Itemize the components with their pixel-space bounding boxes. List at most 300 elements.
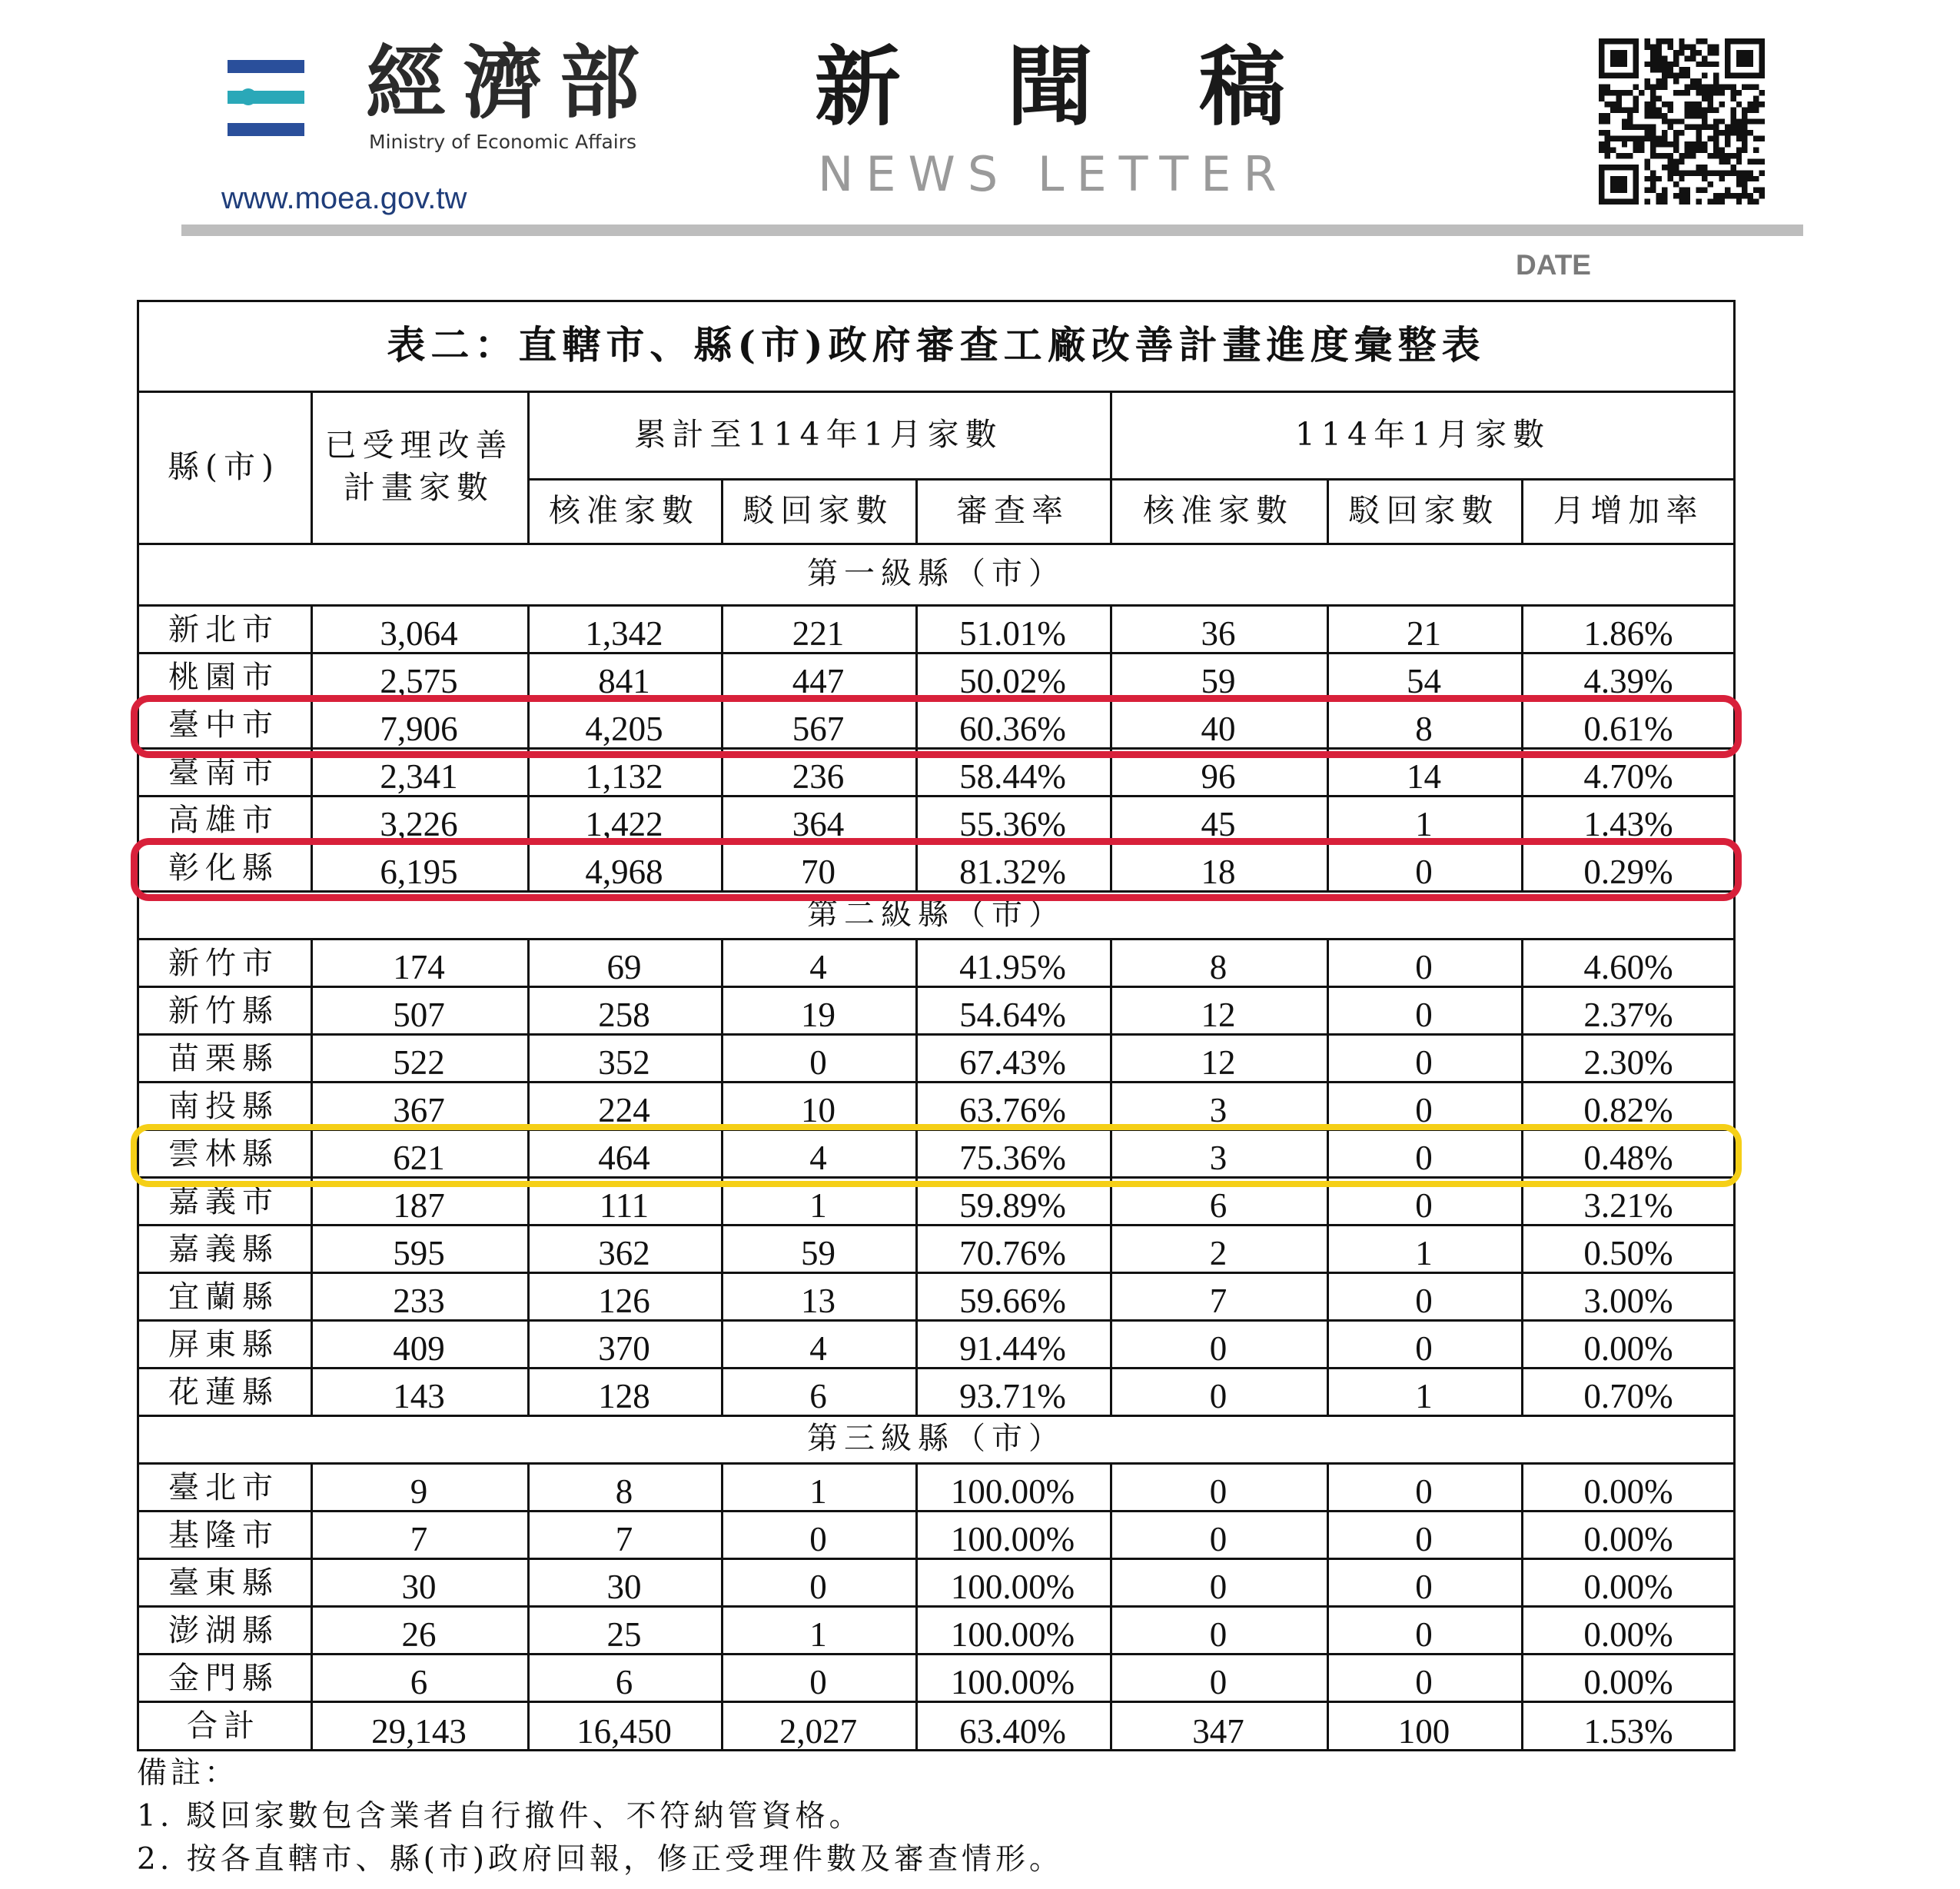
table-rule — [311, 1176, 313, 1224]
table-cell: 59.89% — [959, 1186, 1066, 1225]
table-rule — [137, 1415, 1736, 1417]
table-rule — [1327, 1510, 1329, 1558]
total-cell: 347 — [1192, 1711, 1244, 1751]
table-rule — [721, 1701, 723, 1751]
table-rule — [527, 1462, 530, 1510]
table-rule — [915, 1033, 918, 1081]
county-name: 南投縣 — [168, 1089, 279, 1124]
county-name: 嘉義縣 — [168, 1232, 279, 1267]
county-name: 屏東縣 — [168, 1327, 279, 1362]
org-url-link[interactable]: www.moea.gov.tw — [221, 181, 467, 215]
table-cell: 187 — [393, 1186, 445, 1225]
table-rule — [1110, 652, 1112, 700]
table-cell: 4,205 — [585, 709, 663, 748]
table-rule — [721, 604, 723, 652]
section-label: 第三級縣（市） — [807, 1421, 1065, 1456]
table-rule — [1521, 1367, 1523, 1415]
table-rule — [1521, 1272, 1523, 1319]
county-name: 桃園市 — [168, 660, 279, 695]
table-cell: 3.00% — [1583, 1281, 1673, 1320]
table-cell: 236 — [792, 757, 845, 796]
table-rule — [721, 938, 723, 986]
table-rule — [311, 1367, 313, 1415]
header-county: 縣(市) — [168, 447, 280, 485]
table-rule — [527, 1081, 530, 1129]
table-rule — [1521, 1033, 1523, 1081]
total-label: 合計 — [187, 1708, 261, 1744]
table-cell: 6 — [809, 1376, 827, 1415]
table-cell: 0 — [809, 1519, 827, 1558]
table-cell: 0 — [1209, 1662, 1227, 1701]
table-cell: 96 — [1201, 757, 1236, 796]
table-rule — [311, 1224, 313, 1272]
table-cell: 4.70% — [1583, 757, 1673, 796]
table-cell: 55.36% — [959, 804, 1066, 843]
table-cell: 30 — [401, 1567, 437, 1606]
table-rule — [311, 1605, 313, 1653]
table-cell: 2,575 — [380, 661, 458, 700]
table-rule — [1110, 700, 1112, 747]
table-cell: 370 — [598, 1329, 650, 1368]
table-cell: 6,195 — [380, 852, 458, 891]
table-cell: 40 — [1201, 709, 1236, 748]
table-cell: 3,064 — [380, 614, 458, 653]
table-rule — [721, 843, 723, 890]
table-rule — [1327, 1272, 1329, 1319]
table-cell: 0 — [1415, 1090, 1433, 1129]
table-cell: 111 — [599, 1186, 649, 1225]
table-cell: 0.29% — [1583, 852, 1673, 891]
doc-title: 新聞稿 — [815, 37, 1391, 138]
table-cell: 81.32% — [959, 852, 1066, 891]
table-rule — [915, 1605, 918, 1653]
table-cell: 128 — [598, 1376, 650, 1415]
table-rule — [915, 986, 918, 1033]
table-rule — [721, 1462, 723, 1510]
table-rule — [527, 391, 530, 543]
table-rule — [527, 478, 1736, 481]
table-rule — [1327, 1081, 1329, 1129]
table-rule — [527, 604, 530, 652]
header-approved: 核准家數 — [549, 491, 699, 529]
table-cell: 409 — [393, 1329, 445, 1368]
table-rule — [1327, 1367, 1329, 1415]
total-cell: 63.40% — [959, 1711, 1066, 1751]
table-cell: 67.43% — [959, 1043, 1066, 1082]
table-rule — [915, 1129, 918, 1176]
table-cell: 1 — [1415, 1233, 1433, 1272]
table-rule — [721, 1367, 723, 1415]
table-cell: 12 — [1201, 1043, 1236, 1082]
table-cell: 6 — [615, 1662, 633, 1701]
table-cell: 143 — [393, 1376, 445, 1415]
table-cell: 21 — [1407, 614, 1441, 653]
table-rule — [915, 938, 918, 986]
table-cell: 41.95% — [959, 947, 1066, 986]
table-cell: 7 — [410, 1519, 428, 1558]
table-rule — [915, 1510, 918, 1558]
table-rule — [1327, 986, 1329, 1033]
table-cell: 59 — [801, 1233, 835, 1272]
table-rule — [1327, 652, 1329, 700]
table-cell: 0 — [1415, 1662, 1433, 1701]
section-label: 第一級縣（市） — [807, 556, 1065, 591]
table-rule — [527, 1319, 530, 1367]
table-cell: 507 — [393, 995, 445, 1034]
table-cell: 7,906 — [380, 709, 458, 748]
table-cell: 36 — [1201, 614, 1236, 653]
table-cell: 6 — [1209, 1186, 1227, 1225]
table-rule — [915, 1224, 918, 1272]
header-month-growth: 月增加率 — [1553, 491, 1704, 529]
table-rule — [1521, 795, 1523, 843]
header-review-rate: 審查率 — [956, 491, 1069, 529]
table-cell: 0 — [1209, 1376, 1227, 1415]
table-rule — [721, 700, 723, 747]
table-rule — [527, 986, 530, 1033]
table-rule — [1327, 1224, 1329, 1272]
table-cell: 0 — [1209, 1329, 1227, 1368]
table-rule — [915, 1081, 918, 1129]
table-cell: 0 — [1415, 1281, 1433, 1320]
table-rule — [915, 1272, 918, 1319]
table-cell: 0 — [1415, 1519, 1433, 1558]
table-rule — [137, 890, 1736, 893]
table-cell: 0 — [1209, 1472, 1227, 1511]
table-rule — [915, 843, 918, 890]
table-cell: 8 — [1415, 709, 1433, 748]
table-rule — [915, 1176, 918, 1224]
county-name: 金門縣 — [168, 1661, 279, 1696]
table-rule — [1110, 1653, 1112, 1701]
table-cell: 0.00% — [1583, 1615, 1673, 1654]
table-rule — [1110, 1510, 1112, 1558]
table-cell: 841 — [598, 661, 650, 700]
table-rule — [311, 1462, 313, 1510]
table-rule — [1521, 1129, 1523, 1176]
table-rule — [1327, 795, 1329, 843]
section-label: 第二級縣（市） — [807, 896, 1065, 932]
table-cell: 75.36% — [959, 1138, 1066, 1177]
table-cell: 1.43% — [1583, 804, 1673, 843]
table-rule — [915, 652, 918, 700]
table-cell: 69 — [606, 947, 642, 986]
review-progress-table — [137, 300, 1736, 1751]
table-title: 表二：直轄市、縣(市)政府審查工廠改善計畫進度彙整表 — [387, 322, 1486, 367]
table-rule — [1327, 1129, 1329, 1176]
table-rule — [721, 1081, 723, 1129]
county-name: 新竹市 — [168, 946, 279, 981]
table-cell: 0 — [1415, 1615, 1433, 1654]
table-cell: 8 — [615, 1472, 633, 1511]
table-rule — [311, 391, 313, 543]
table-cell: 19 — [801, 995, 835, 1034]
table-rule — [527, 1605, 530, 1653]
table-cell: 54.64% — [959, 995, 1066, 1034]
table-cell: 54 — [1407, 661, 1441, 700]
table-rule — [527, 1558, 530, 1605]
table-rule — [311, 795, 313, 843]
table-rule — [527, 1367, 530, 1415]
table-cell: 10 — [801, 1090, 835, 1129]
table-cell: 3 — [1209, 1138, 1227, 1177]
county-name: 彰化縣 — [168, 850, 279, 886]
table-rule — [1110, 1081, 1112, 1129]
table-rule — [1110, 986, 1112, 1033]
table-rule — [1521, 1462, 1523, 1510]
table-cell: 4 — [809, 1329, 827, 1368]
table-cell: 0.61% — [1583, 709, 1673, 748]
table-rule — [311, 700, 313, 747]
table-cell: 224 — [598, 1090, 650, 1129]
table-cell: 522 — [393, 1043, 445, 1082]
notes-heading: 備註： — [137, 1756, 239, 1791]
table-rule — [721, 1129, 723, 1176]
table-rule — [1110, 843, 1112, 890]
table-rule — [721, 795, 723, 843]
table-cell: 26 — [401, 1615, 437, 1654]
table-cell: 0 — [1415, 1186, 1433, 1225]
table-rule — [527, 795, 530, 843]
table-cell: 3,226 — [380, 804, 458, 843]
table-cell: 258 — [598, 995, 650, 1034]
table-cell: 13 — [801, 1281, 835, 1320]
table-rule — [1110, 1176, 1112, 1224]
org-name-zh: 經濟部 — [366, 35, 657, 130]
table-rule — [1521, 747, 1523, 795]
table-cell: 9 — [410, 1472, 428, 1511]
table-cell: 1,132 — [585, 757, 663, 796]
table-rule — [721, 747, 723, 795]
table-cell: 51.01% — [959, 614, 1066, 653]
table-cell: 2.30% — [1583, 1043, 1673, 1082]
table-cell: 1,422 — [585, 804, 663, 843]
header-monthly-group: 114年1月家數 — [1294, 415, 1551, 453]
table-cell: 233 — [393, 1281, 445, 1320]
county-name: 新北市 — [168, 612, 279, 647]
table-rule — [1110, 1605, 1112, 1653]
table-rule — [1521, 604, 1523, 652]
table-rule — [527, 1176, 530, 1224]
table-rule — [721, 1319, 723, 1367]
table-rule — [311, 747, 313, 795]
table-cell: 621 — [393, 1138, 445, 1177]
table-rule — [311, 986, 313, 1033]
table-cell: 2,341 — [380, 757, 458, 796]
table-rule — [1521, 478, 1523, 543]
county-name: 臺中市 — [168, 707, 279, 743]
table-rule — [1110, 1033, 1112, 1081]
table-rule — [527, 1224, 530, 1272]
table-cell: 0 — [1415, 995, 1433, 1034]
table-rule — [1327, 478, 1329, 543]
table-rule — [1327, 700, 1329, 747]
table-cell: 58.44% — [959, 757, 1066, 796]
table-rule — [1521, 843, 1523, 890]
table-cell: 1 — [1415, 804, 1433, 843]
table-cell: 0 — [1415, 852, 1433, 891]
table-rule — [1327, 1033, 1329, 1081]
table-cell: 4.60% — [1583, 947, 1673, 986]
table-cell: 91.44% — [959, 1329, 1066, 1368]
table-cell: 352 — [598, 1043, 650, 1082]
table-cell: 100.00% — [950, 1472, 1075, 1511]
table-rule — [1110, 391, 1112, 543]
table-cell: 0 — [1415, 1472, 1433, 1511]
doc-subtitle: NEWS LETTER — [818, 146, 1289, 202]
table-cell: 0.48% — [1583, 1138, 1673, 1177]
note-item: 2. 按各直轄市、縣(市)政府回報，修正受理件數及審查情形。 — [137, 1842, 1064, 1877]
table-cell: 1 — [809, 1472, 827, 1511]
county-name: 臺北市 — [168, 1470, 279, 1505]
table-rule — [527, 1653, 530, 1701]
table-cell: 14 — [1407, 757, 1441, 796]
county-name: 基隆市 — [168, 1518, 279, 1553]
table-cell: 367 — [393, 1090, 445, 1129]
note-item: 1. 駁回家數包含業者自行撤件、不符納管資格。 — [137, 1799, 863, 1834]
table-rule — [721, 1033, 723, 1081]
table-cell: 3.21% — [1583, 1186, 1673, 1225]
table-cell: 0 — [1209, 1519, 1227, 1558]
table-cell: 221 — [792, 614, 845, 653]
table-rule — [1327, 1462, 1329, 1510]
table-cell: 59 — [1201, 661, 1236, 700]
county-name: 新竹縣 — [168, 993, 279, 1029]
table-rule — [1110, 604, 1112, 652]
table-rule — [915, 1653, 918, 1701]
table-rule — [1327, 938, 1329, 986]
table-rule — [1110, 1224, 1112, 1272]
header-divider — [181, 224, 1803, 236]
table-rule — [311, 1653, 313, 1701]
table-rule — [1110, 795, 1112, 843]
table-rule — [311, 1129, 313, 1176]
qr-code-icon — [1599, 38, 1765, 205]
table-rule — [721, 478, 723, 543]
table-cell: 70.76% — [959, 1233, 1066, 1272]
table-cell: 364 — [792, 804, 845, 843]
table-rule — [1521, 1081, 1523, 1129]
table-rule — [721, 1510, 723, 1558]
table-cell: 100.00% — [950, 1567, 1075, 1606]
table-rule — [915, 747, 918, 795]
table-rule — [1327, 604, 1329, 652]
table-cell: 25 — [606, 1615, 642, 1654]
table-cell: 0 — [1415, 947, 1433, 986]
table-cell: 8 — [1209, 947, 1227, 986]
total-cell: 100 — [1397, 1711, 1450, 1751]
table-rule — [721, 1653, 723, 1701]
table-rule — [915, 700, 918, 747]
table-rule — [721, 1272, 723, 1319]
date-label: DATE — [1516, 249, 1591, 281]
county-name: 臺南市 — [168, 755, 279, 790]
table-rule — [527, 1701, 530, 1751]
table-cell: 4 — [809, 1138, 827, 1177]
table-cell: 7 — [1209, 1281, 1227, 1320]
table-rule — [721, 1224, 723, 1272]
table-rule — [1110, 1129, 1112, 1176]
table-cell: 0.70% — [1583, 1376, 1673, 1415]
table-rule — [1110, 1367, 1112, 1415]
header-received — [311, 391, 527, 543]
header-received-line: 計畫家數 — [344, 469, 494, 506]
table-rule — [311, 843, 313, 890]
table-cell: 0 — [809, 1662, 827, 1701]
table-cell: 0 — [809, 1043, 827, 1082]
table-rule — [1110, 1272, 1112, 1319]
table-rule — [1521, 986, 1523, 1033]
table-rule — [1521, 1701, 1523, 1751]
table-rule — [721, 652, 723, 700]
table-rule — [527, 1129, 530, 1176]
table-rule — [915, 795, 918, 843]
table-cell: 4.39% — [1583, 661, 1673, 700]
table-cell: 0 — [809, 1567, 827, 1606]
table-rule — [311, 604, 313, 652]
table-rule — [915, 478, 918, 543]
table-rule — [1521, 652, 1523, 700]
county-name: 宜蘭縣 — [168, 1279, 279, 1315]
table-rule — [1327, 1701, 1329, 1751]
table-cell: 100.00% — [950, 1662, 1075, 1701]
org-name-en: Ministry of Economic Affairs — [369, 131, 637, 153]
table-rule — [1521, 1319, 1523, 1367]
table-cell: 63.76% — [959, 1090, 1066, 1129]
table-cell: 1 — [809, 1615, 827, 1654]
table-rule — [1521, 1605, 1523, 1653]
table-cell: 4,968 — [585, 852, 663, 891]
table-rule — [1327, 747, 1329, 795]
table-rule — [1110, 1558, 1112, 1605]
table-cell: 93.71% — [959, 1376, 1066, 1415]
total-cell: 29,143 — [371, 1711, 467, 1751]
table-rule — [1327, 843, 1329, 890]
table-rule — [915, 1701, 918, 1751]
table-cell: 0 — [1415, 1567, 1433, 1606]
table-rule — [915, 604, 918, 652]
header-cumulative-group: 累計至114年1月家數 — [634, 415, 1003, 453]
table-cell: 174 — [393, 947, 445, 986]
table-rule — [1521, 1224, 1523, 1272]
table-cell: 447 — [792, 661, 845, 700]
county-name: 臺東縣 — [168, 1565, 279, 1601]
table-cell: 100.00% — [950, 1519, 1075, 1558]
table-rule — [1521, 1653, 1523, 1701]
county-name: 澎湖縣 — [168, 1613, 279, 1648]
table-rule — [721, 1176, 723, 1224]
table-rule — [311, 1558, 313, 1605]
table-rule — [1110, 747, 1112, 795]
table-cell: 0 — [1415, 1329, 1433, 1368]
table-rule — [527, 938, 530, 986]
table-cell: 0.00% — [1583, 1329, 1673, 1368]
table-rule — [1110, 938, 1112, 986]
table-cell: 59.66% — [959, 1281, 1066, 1320]
table-rule — [915, 1558, 918, 1605]
table-cell: 0.82% — [1583, 1090, 1673, 1129]
table-cell: 595 — [393, 1233, 445, 1272]
table-cell: 1.86% — [1583, 614, 1673, 653]
table-rule — [527, 1272, 530, 1319]
table-cell: 464 — [598, 1138, 650, 1177]
table-rule — [1327, 1653, 1329, 1701]
table-rule — [311, 1272, 313, 1319]
table-cell: 1 — [1415, 1376, 1433, 1415]
total-cell: 2,027 — [779, 1711, 858, 1751]
table-rule — [1110, 1319, 1112, 1367]
table-rule — [1521, 938, 1523, 986]
